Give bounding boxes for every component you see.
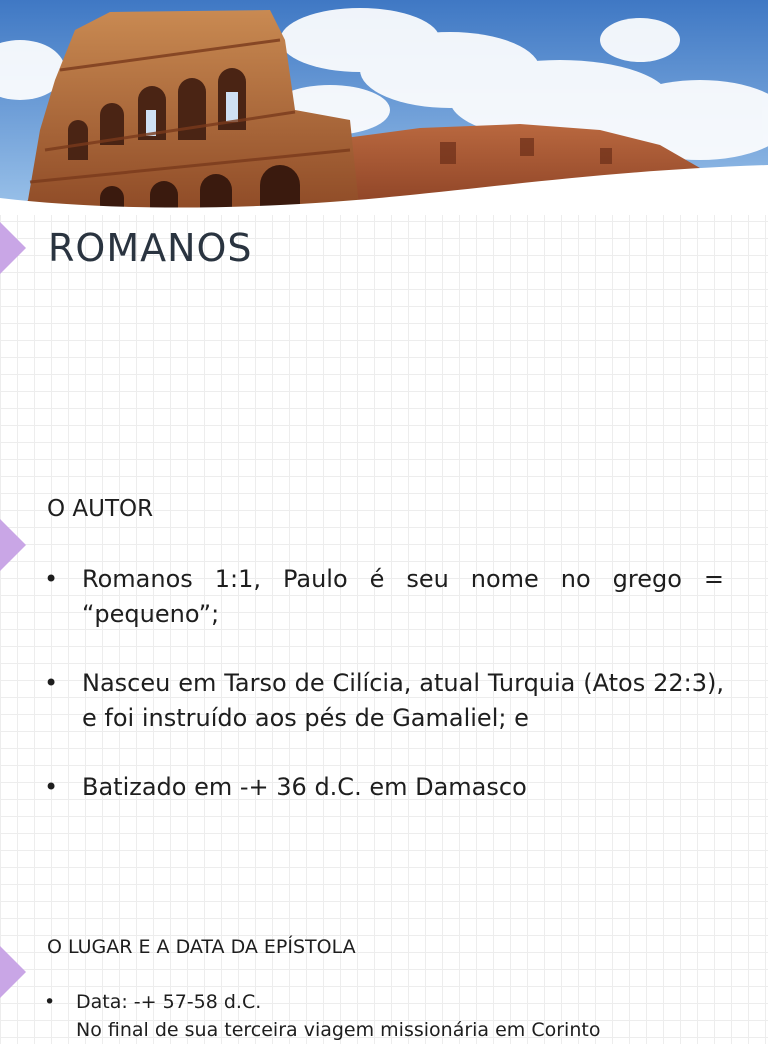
accent-arrow [0, 519, 26, 571]
list-item: • Data: -+ 57-58 d.C. [44, 988, 744, 1016]
accent-arrow [0, 222, 26, 274]
page-title: ROMANOS [48, 226, 253, 270]
colosseum-photo [0, 0, 768, 215]
list-item: No final de sua terceira viagem missionária em Corinto [76, 1019, 601, 1041]
list-item: • Romanos 1:1, Paulo é seu nome no grego = “pequeno”; [44, 562, 724, 632]
list-item: • Batizado em -+ 36 d.C. em Damasco [44, 770, 724, 805]
list-item: • Nasceu em Tarso de Cilícia, atual Turquia (Atos 22:3), e foi instruído aos pés de Gamaliel; e [44, 666, 724, 736]
accent-arrow [0, 946, 26, 998]
section-heading-author: O AUTOR [47, 496, 154, 522]
header-banner [0, 0, 768, 215]
author-list [44, 562, 724, 839]
place-date-list [44, 988, 744, 1044]
section-heading-place-date: O LUGAR E A DATA DA EPÍSTOLA [47, 936, 356, 958]
